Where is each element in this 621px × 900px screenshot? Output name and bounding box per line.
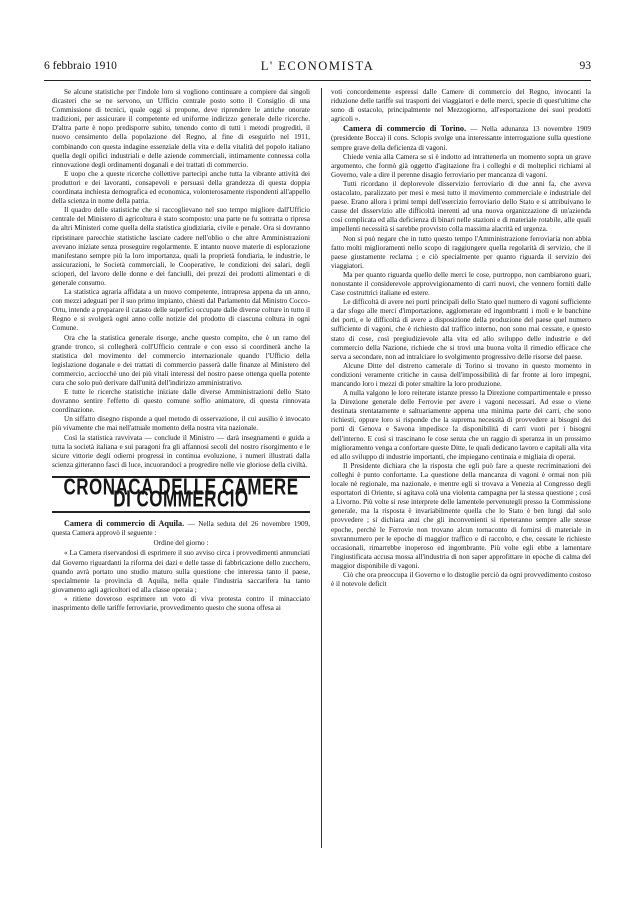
article-paragraph: Il quadro delle statistiche che si raccoglievano nel suo tempo migliore dall'Ufficio centrale del Ministero di agricoltura è stato scomposto: una parte ne fu sottratta o ripresa da altri Ministeri come quella della statistica giudiziaria, civile e penale. Ora si dovranno ripristinare parecchie statistiche lasciate cadere nell'oblio o che altre Amministrazioni avevano iniziate senza proseguire regolarmente. E intanto nuove materie di esplorazione manifestano sempre più la loro importanza, quali la proprietà fondiaria, le industrie, le assicurazioni, le Società commerciali, le Cooperative, le condizioni dei salari, degli scioperi, del lavoro delle donne e dei fanciulli, dei prezzi dei prodotti alimentari e di generale consumo. (52, 206, 310, 287)
article-paragraph: Le difficoltà di avere nei porti principali dello Stato quel numero di vagoni sufficiente a dar sfogo alle merci d'importazione, agglomerate ed ingombranti i moli e le banchine dei porti, e le difficoltà di avere a disposizione della produzione del paese quel numero sufficiente di vagoni, che è richiesto dal traffico interno, non sono mai cessate, e questo stato di cose, così pregiudizievole alla vita ed allo sviluppo delle industrie e del commercio della Nazione, richiede che si trovi una buona volta il rimedio efficace che serva a secondare, non ad intralciare lo svolgimento progressivo delle risorse del paese. (331, 298, 591, 361)
torino-title: Camera di commercio di Torino. (343, 124, 467, 134)
aquila-entry (52, 519, 310, 538)
article-paragraph: Alcune Ditte del distretto camerale di Torino si trovano in questo momento in condizioni veramente critiche in causa dell'impossibilità di far fronte ai loro impegni, mancando loro i mezzi di poter smaltire la loro produzione. (331, 361, 591, 388)
column-divider (321, 88, 322, 848)
journal-title: L' ECONOMISTA (260, 59, 375, 73)
right-column (331, 88, 591, 589)
page-header (44, 60, 591, 80)
article-paragraph: Ciò che ora preoccupa il Governo e lo distoglie perciò da ogni provvedimento costoso è il notevole deficit (331, 570, 591, 589)
article-paragraph: Chiede venia alla Camera se si è indotto ad intrattenerla un momento sopra un grave argomento, che formò già oggetto d'agitazione fra i colleghi e di molteplici richiami al Governo, vale a dire il perenne disagio ferroviario per mancanza di vagoni. (331, 152, 591, 179)
agenda-heading: Ordine del giorno : (153, 539, 209, 548)
article-paragraph: Il Presidente dichiara che la risposta che egli può fare a queste recriminazioni dei colleghi è punto confortante. La questione della mancanza di vagoni è ormai non più locale nè regionale, ma nazionale, e mentre egli si trovava a Venezia al Congresso degli esportatori di Oriente, si agitava colà una violenta campagna per la stessa questione ; così a Livorno. Più volte si rese interprete delle lamentele pervenutegli presso la Commissione generale, ma la risposta è invariabilmente quella che lo Stato è ben lungi dal solo provvedere ; si dichiara anzi che gli inconvenienti si ripeteranno sempre alle stesse epoche, perchè le Ferrovie non trovano alcun tornaconto di fornirsi di materiale in sovrannumero per le epoche di maggior traffico e di raccolto, e che, cessate le richieste occasionali, rimarrebbe inoperoso ed ingombrante. Più volte egli ebbe a lamentare l'ingiustificata accusa mossa all'industria di non saper approfittare in epoche di calma del maggior disponibile di vagoni. (331, 461, 591, 570)
aquila-intro: — Nella seduta del 26 novembre 1909, questa Camera approvò il seguente : (52, 520, 311, 538)
article-paragraph: Un siffatto disegno risponde a quel metodo di osservazione, il cui ausilio è invocato più vivamente che mai nell'attuale momento della nostra vita nazionale. (52, 415, 310, 433)
torino-intro: — Nella adunanza 13 novembre 1909 (presidente Bocca) il cons. Sclopis svolge una interessante interrogazione sulla questione sempre grave della deficienza di vagoni. (331, 125, 591, 152)
article-paragraph: Così la statistica ravvivata — conclude il Ministro — darà insegnamenti e guida a tutta la società italiana e sui paragoni fra gli affannosi secoli del nostro risorgimento e le sicure vittorie degli odierni progressi in continua evoluzione, i numeri illustrati dalla scienza gitteranno fasci di luce, incuorandoci a progredire nelle vie gloriose della civiltà. (52, 433, 310, 469)
article-paragraph: Ora che la statistica generale risorge, anche questo compito, che è un ramo del grande tronco, si collegherà coll'Ufficio centrale e con esso si coordinerà anche la statistica del movimento del commercio internazionale quando l'Ufficio della legislazione doganale e dei trattati di commercio passerà dalle finanze al Ministero del commercio, acciocchè uno dei più vitali interessi del nostro paese ottenga quella potente cura che solo può derivare dall'unità dell'indirizzo amministrativo. (52, 333, 310, 387)
left-column (52, 88, 310, 613)
page-number: 93 (579, 60, 591, 72)
aquila-title: Camera di commercio di Aquila. (64, 519, 185, 529)
torino-entry (331, 124, 591, 152)
article-paragraph: Se alcune statistiche per l'indole loro si vogliono continuare a compiere dai singoli dicasteri che se ne servono, un Ufficio centrale posto sotto il Consiglio di una Commissione di tecnici, quale oggi si propone, deve riprendere le antiche onorate tradizioni, per assicurare il competente ed uniforme indirizzo generale delle ricerche. D'altra parte è nopo predisporre subito, tenendo conto di tutti i metodi progrediti, il nuovo censimento della popolazione del Regno, al fine di eseguirlo nel 1911, combinando con questa indagine essenziale della vita e della vitalità del popolo italiano quella degli opifici industriali e delle aziende commerciali, intimamente connessa colla rinnovazione degli ordinamenti doganali e dei trattati di commercio. (52, 88, 310, 169)
header-rule (44, 80, 591, 81)
article-paragraph: Tutti ricordano il deplorevole disservizio ferroviario di due anni fa, che aveva ostacolato, paralizzato per mesi e mesi tutto il movimento commerciale e industriale del paese. Erano allora i primi tempi dell'esercizio ferroviario dello Stato e si attribuivano le cause del disservizio alle difficoltà inerenti ad una nuova organizzazione di un'azienda così complicata ed alla deficienza di binari nelle stazioni e di materiale rotabile, alle quali impellenti necessità si sarebbe provvisto colla massima alacrità ed urgenza. (331, 179, 591, 234)
article-paragraph: Non si può negare che in tutto questo tempo l'Amministrazione ferroviaria non abbia fatto molti miglioramenti nello scopo di raggiungere quella regolarità di servizio, che il paese giustamente reclama ; e ciò specialmente per quanto riguarda il servizio dei viaggiatori. (331, 234, 591, 270)
article-paragraph: E tutte le ricerche statistiche iniziate dalle diverse Amministrazioni dello Stato dovranno sentire l'effetto di questo comune soffio animatore, di questa rinnovata coordinazione. (52, 388, 310, 415)
article-paragraph: La statistica agraria affidata a un nuovo competente, intrapresa appena da un anno, con mezzi adeguati per il suo primo impianto, chiesti dal Parlamento dal Ministro Cocco-Ortu, intende a preparare il catasto delle superfici occupate dalle diverse colture in tutto il Regno e si svolgerà ogni anno colle notizie del prodotto di ciascuna coltura in ogni Comune. (52, 288, 310, 333)
continuation-paragraph: voti concordemente espressi dalle Camere di commercio del Regno, invocanti la riduzione delle tariffe sui trasporti dei viaggiatori e delle merci, specie di quest'ultime che sono di ostacolo, principalmente nel Mezzogiorno, all'esportazione dei suoi prodotti agricoli ». (331, 88, 591, 124)
section-banner-title: CRONACA DELLE CAMERE DI COMMERCIO (63, 474, 299, 512)
article-paragraph: E uopo che a queste ricerche collettive partecipi anche tutta la vibrante attività dei produttori e dei lavoranti, consapevoli e persuasi della grandezza di questa doppia coordinata inchiesta demografica ed economica, volonterosamente rispondenti all'appello della scienza in nome della patria. (52, 169, 310, 206)
agenda-item: « La Camera riservandosi di esprimere il suo avviso circa i provvedimenti annunciati dal Governo riguardanti la riforma dei dazi e delle tasse di fabbricazione dello zucchero, quando avrà portato uno studio maturo sulla questione che interessa tanto il paese, specialmente la provincia di Aquila, nella quale l'industria saccarifera ha tanto giovamento agli agricoltori ed alla classe operaia ; (52, 549, 310, 594)
article-paragraph: Ma per quanto riguarda quello delle merci le cose, purtroppo, non cambiarono guari, nonostante il considerevole approvvigionamento di carri nuovi, che vennero forniti dalle Case costruttrici italiane ed estere. (331, 270, 591, 298)
section-banner (52, 476, 310, 513)
issue-date: 6 febbraio 1910 (44, 60, 117, 72)
agenda-item: « ritiene doveroso esprimere un voto di viva protesta contro il minacciato inasprimento delle tariffe ferroviarie, provvedimento questo che suona offesa ai (52, 594, 310, 612)
article-paragraph: A nulla valgono le loro reiterate istanze presso la Direzione compartimentale e presso la Direzione generale delle Ferrovie per avere i vagoni necessari. Ad esse o viene destinata stentatamente e saltuariamente appena una minima parte dei carri, che sono richiesti, oppure loro si risponde che la suprema necessità di provvedere ai bisogni dei porti di Genova e Savona impedisce la disponibilità di carri vuoti per i bisogni dell'interno. E così si trascinano le cose senza che un raggio di speranza in un prossimo miglioramento venga a confortare queste Ditte, le quali dedicano lavoro e capitali alla vita ed allo sviluppo di industrie importanti, che impiegano centinaia e migliaia di operai. (331, 389, 591, 461)
